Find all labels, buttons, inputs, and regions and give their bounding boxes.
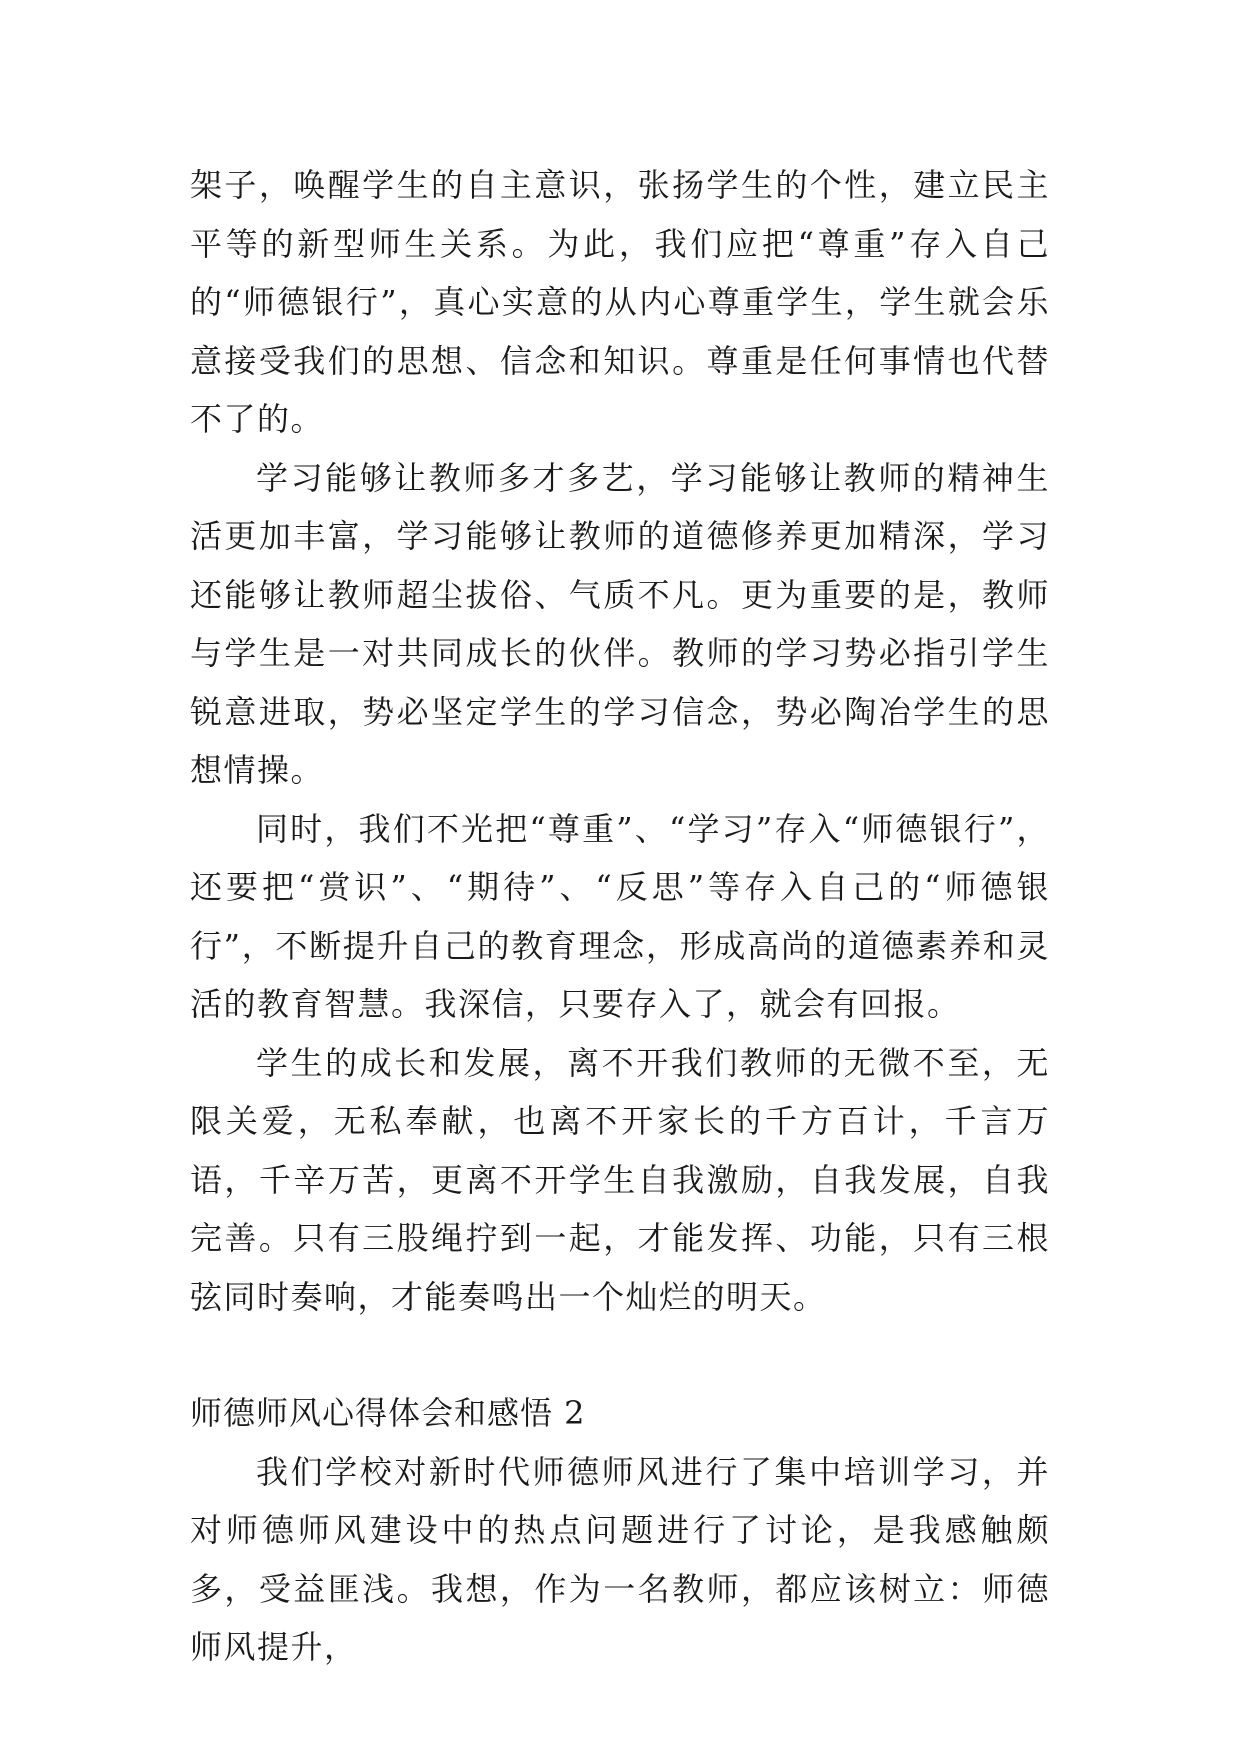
paragraph-respect-continuation: 架子，唤醒学生的自主意识，张扬学生的个性，建立民主平等的新型师生关系。为此，我们应把“尊重”存入自己的“师德银行”，真心实意的从内心尊重学生，学生就会乐意接受我们的思想、信念和知识。尊重是任何事情也代替不了的。 (190, 166, 1050, 438)
document-body (190, 156, 1050, 1677)
paragraph-learning: 学习能够让教师多才多艺，学习能够让教师的精神生活更加丰富，学习能够让教师的道德修养更加精深，学习还能够让教师超尘拔俗、气质不凡。更为重要的是，教师与学生是一对共同成长的伙伴。教师的学习势必指引学生锐意进取，势必坚定学生的学习信念，势必陶冶学生的思想情操。 (190, 458, 1050, 789)
paragraph-teacher-ethics-bank: 同时，我们不光把“尊重”、“学习”存入“师德银行”，还要把“赏识”、“期待”、“反思”等存入自己的“师德银行”，不断提升自己的教育理念，形成高尚的道德素养和灵活的教育智慧。我深信，只要存入了，就会有回报。 (190, 809, 1050, 1023)
section-title: 师德师风心得体会和感悟 2 (190, 1394, 586, 1432)
paragraph-student-growth: 学生的成长和发展，离不开我们教师的无微不至，无限关爱，无私奉献，也离不开家长的千方百计，千言万语，千辛万苦，更离不开学生自我激励，自我发展，自我完善。只有三股绳拧到一起，才能发挥、功能，只有三根弦同时奏响，才能奏鸣出一个灿烂的明天。 (190, 1043, 1050, 1316)
paragraph-section-intro: 我们学校对新时代师德师风进行了集中培训学习，并对师德师风建设中的热点问题进行了讨论，是我感触颇多，受益匪浅。我想，作为一名教师，都应该树立：师德师风提升， (190, 1452, 1050, 1666)
